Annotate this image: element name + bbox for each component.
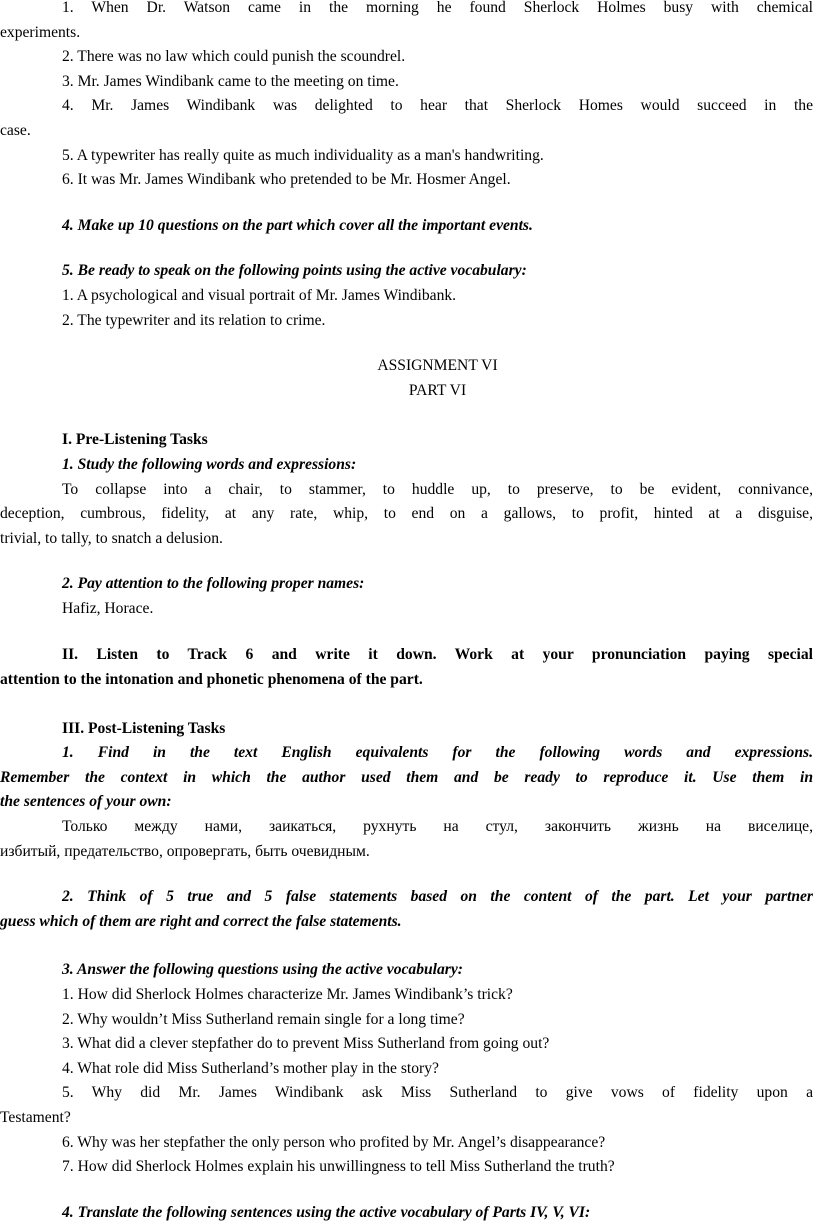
statement-line: 3. Mr. James Windibank came to the meeting on time. <box>62 72 399 90</box>
task-heading-line: 4. Make up 10 questions on the part which cover all the important events. <box>62 216 533 234</box>
question-line: 6. Why was her stepfather the only person who profited by Mr. Angel’s disappearance? <box>62 1133 606 1151</box>
russian-expressions-line: избитый, предательство, опровергать, быть очевидным. <box>0 842 370 860</box>
section-gap <box>0 1180 813 1201</box>
task-heading-line: 5. Be ready to speak on the following points using the active vocabulary: <box>62 262 527 280</box>
study-words-heading <box>0 453 813 478</box>
question-5 <box>0 1081 813 1130</box>
section-gap <box>0 864 813 885</box>
statement-line: 2. There was no law which could punish the scoundrel. <box>62 48 406 66</box>
instruction-line: attention to the intonation and phonetic phenomena of the part. <box>0 671 423 689</box>
task-heading-line: 3. Answer the following questions using the active vocabulary: <box>62 961 463 979</box>
speaking-point-line: 1. A psychological and visual portrait of Mr. James Windibank. <box>62 286 457 304</box>
proper-names-heading <box>0 572 813 597</box>
vocabulary-line: trivial, to tally, to snatch a delusion. <box>0 529 223 547</box>
question-line: 1. How did Sherlock Holmes characterize Mr. James Windibank’s trick? <box>62 986 513 1003</box>
statement-5 <box>0 144 813 169</box>
statement-2 <box>0 45 813 70</box>
statement-3 <box>0 70 813 95</box>
assignment-title <box>0 354 813 379</box>
task-heading-line: Remember the context in which the author used them and be ready to reproduce it. Use them in <box>0 768 813 786</box>
task-heading-line: the sentences of your own: <box>0 793 172 811</box>
russian-expressions-line: Только между нами, заикаться, рухнуть на стул, закончить жизнь на виселице, <box>62 818 813 836</box>
part-title <box>0 379 813 404</box>
section-heading-line: I. Pre-Listening Tasks <box>62 431 208 449</box>
question-7 <box>0 1155 813 1180</box>
question-line: 7. How did Sherlock Holmes explain his unwillingness to tell Miss Sutherland the truth? <box>62 1158 615 1176</box>
vocabulary-line: To collapse into a chair, to stammer, to huddle up, to preserve, to be evident, connivance, <box>62 480 813 498</box>
question-line: 5. Why did Mr. James Windibank ask Miss Sutherland to give vows of fidelity upon a <box>62 1084 813 1102</box>
listen-track-instruction <box>0 643 813 692</box>
question-1 <box>0 983 813 1008</box>
true-false-task <box>0 885 813 934</box>
vocabulary-list <box>0 478 813 552</box>
question-4 <box>0 1057 813 1082</box>
task-heading-line: 1. Find in the text English equivalents for the following words and expressions. <box>62 744 813 762</box>
statement-1 <box>0 0 813 45</box>
question-6 <box>0 1131 813 1156</box>
part-title-line: PART VI <box>408 381 467 399</box>
question-2 <box>0 1008 813 1033</box>
task-heading-line: 2. Pay attention to the following proper names: <box>62 575 365 593</box>
speaking-point-1 <box>0 284 813 309</box>
statement-line: 1. When Dr. Watson came in the morning he found Sherlock Holmes busy with chemical <box>62 0 813 16</box>
statement-line: 4. Mr. James Windibank was delighted to hear that Sherlock Homes would succeed in the <box>62 97 813 115</box>
section-gap <box>0 238 813 259</box>
section-gap <box>0 934 813 958</box>
section-gap <box>0 551 813 572</box>
instruction-line: II. Listen to Track 6 and write it down. Work at your pronunciation paying special <box>62 646 813 664</box>
task-4-heading <box>0 214 813 239</box>
assignment-title-line: ASSIGNMENT VI <box>377 357 498 375</box>
task-heading-line: 4. Translate the following sentences using the active vocabulary of Parts IV, V, VI: <box>62 1203 591 1221</box>
vocabulary-line: deception, cumbrous, fidelity, at any rate, whip, to end on a gallows, to profit, hinted at a disguise, <box>0 505 813 523</box>
russian-expressions <box>0 815 813 864</box>
section-gap <box>0 621 813 643</box>
proper-names-list <box>0 597 813 622</box>
question-3 <box>0 1032 813 1057</box>
question-line: 4. What role did Miss Sutherland’s mother play in the story? <box>62 1059 439 1077</box>
statement-4 <box>0 94 813 143</box>
section-gap <box>0 333 813 354</box>
section-gap <box>0 403 813 428</box>
statement-line: 5. A typewriter has really quite as much individuality as a man's handwriting. <box>62 146 544 164</box>
speaking-point-line: 2. The typewriter and its relation to crime. <box>62 311 326 329</box>
pre-listening-heading <box>0 428 813 453</box>
answer-questions-heading <box>0 958 813 983</box>
question-line: 2. Why wouldn’t Miss Sutherland remain single for a long time? <box>62 1010 465 1028</box>
speaking-point-2 <box>0 309 813 334</box>
task-heading-line: 1. Study the following words and expressions: <box>62 455 357 473</box>
question-line: 3. What did a clever stepfather do to prevent Miss Sutherland from going out? <box>62 1035 550 1053</box>
find-equivalents-heading <box>0 741 813 815</box>
translate-task-heading <box>0 1201 813 1226</box>
statement-line: experiments. <box>0 23 81 41</box>
statement-line: case. <box>0 121 31 139</box>
proper-names-line: Hafiz, Horace. <box>62 599 154 617</box>
section-gap <box>0 193 813 214</box>
statement-6 <box>0 168 813 193</box>
post-listening-heading <box>0 717 813 742</box>
task-heading-line: 2. Think of 5 true and 5 false statements based on the content of the part. Let your partner <box>62 888 813 906</box>
statement-line: 6. It was Mr. James Windibank who pretended to be Mr. Hosmer Angel. <box>62 171 511 189</box>
question-line: Testament? <box>0 1108 71 1126</box>
task-5-heading <box>0 259 813 284</box>
section-heading-line: III. Post-Listening Tasks <box>62 719 226 737</box>
task-heading-line: guess which of them are right and correct the false statements. <box>0 912 402 930</box>
section-gap <box>0 693 813 717</box>
